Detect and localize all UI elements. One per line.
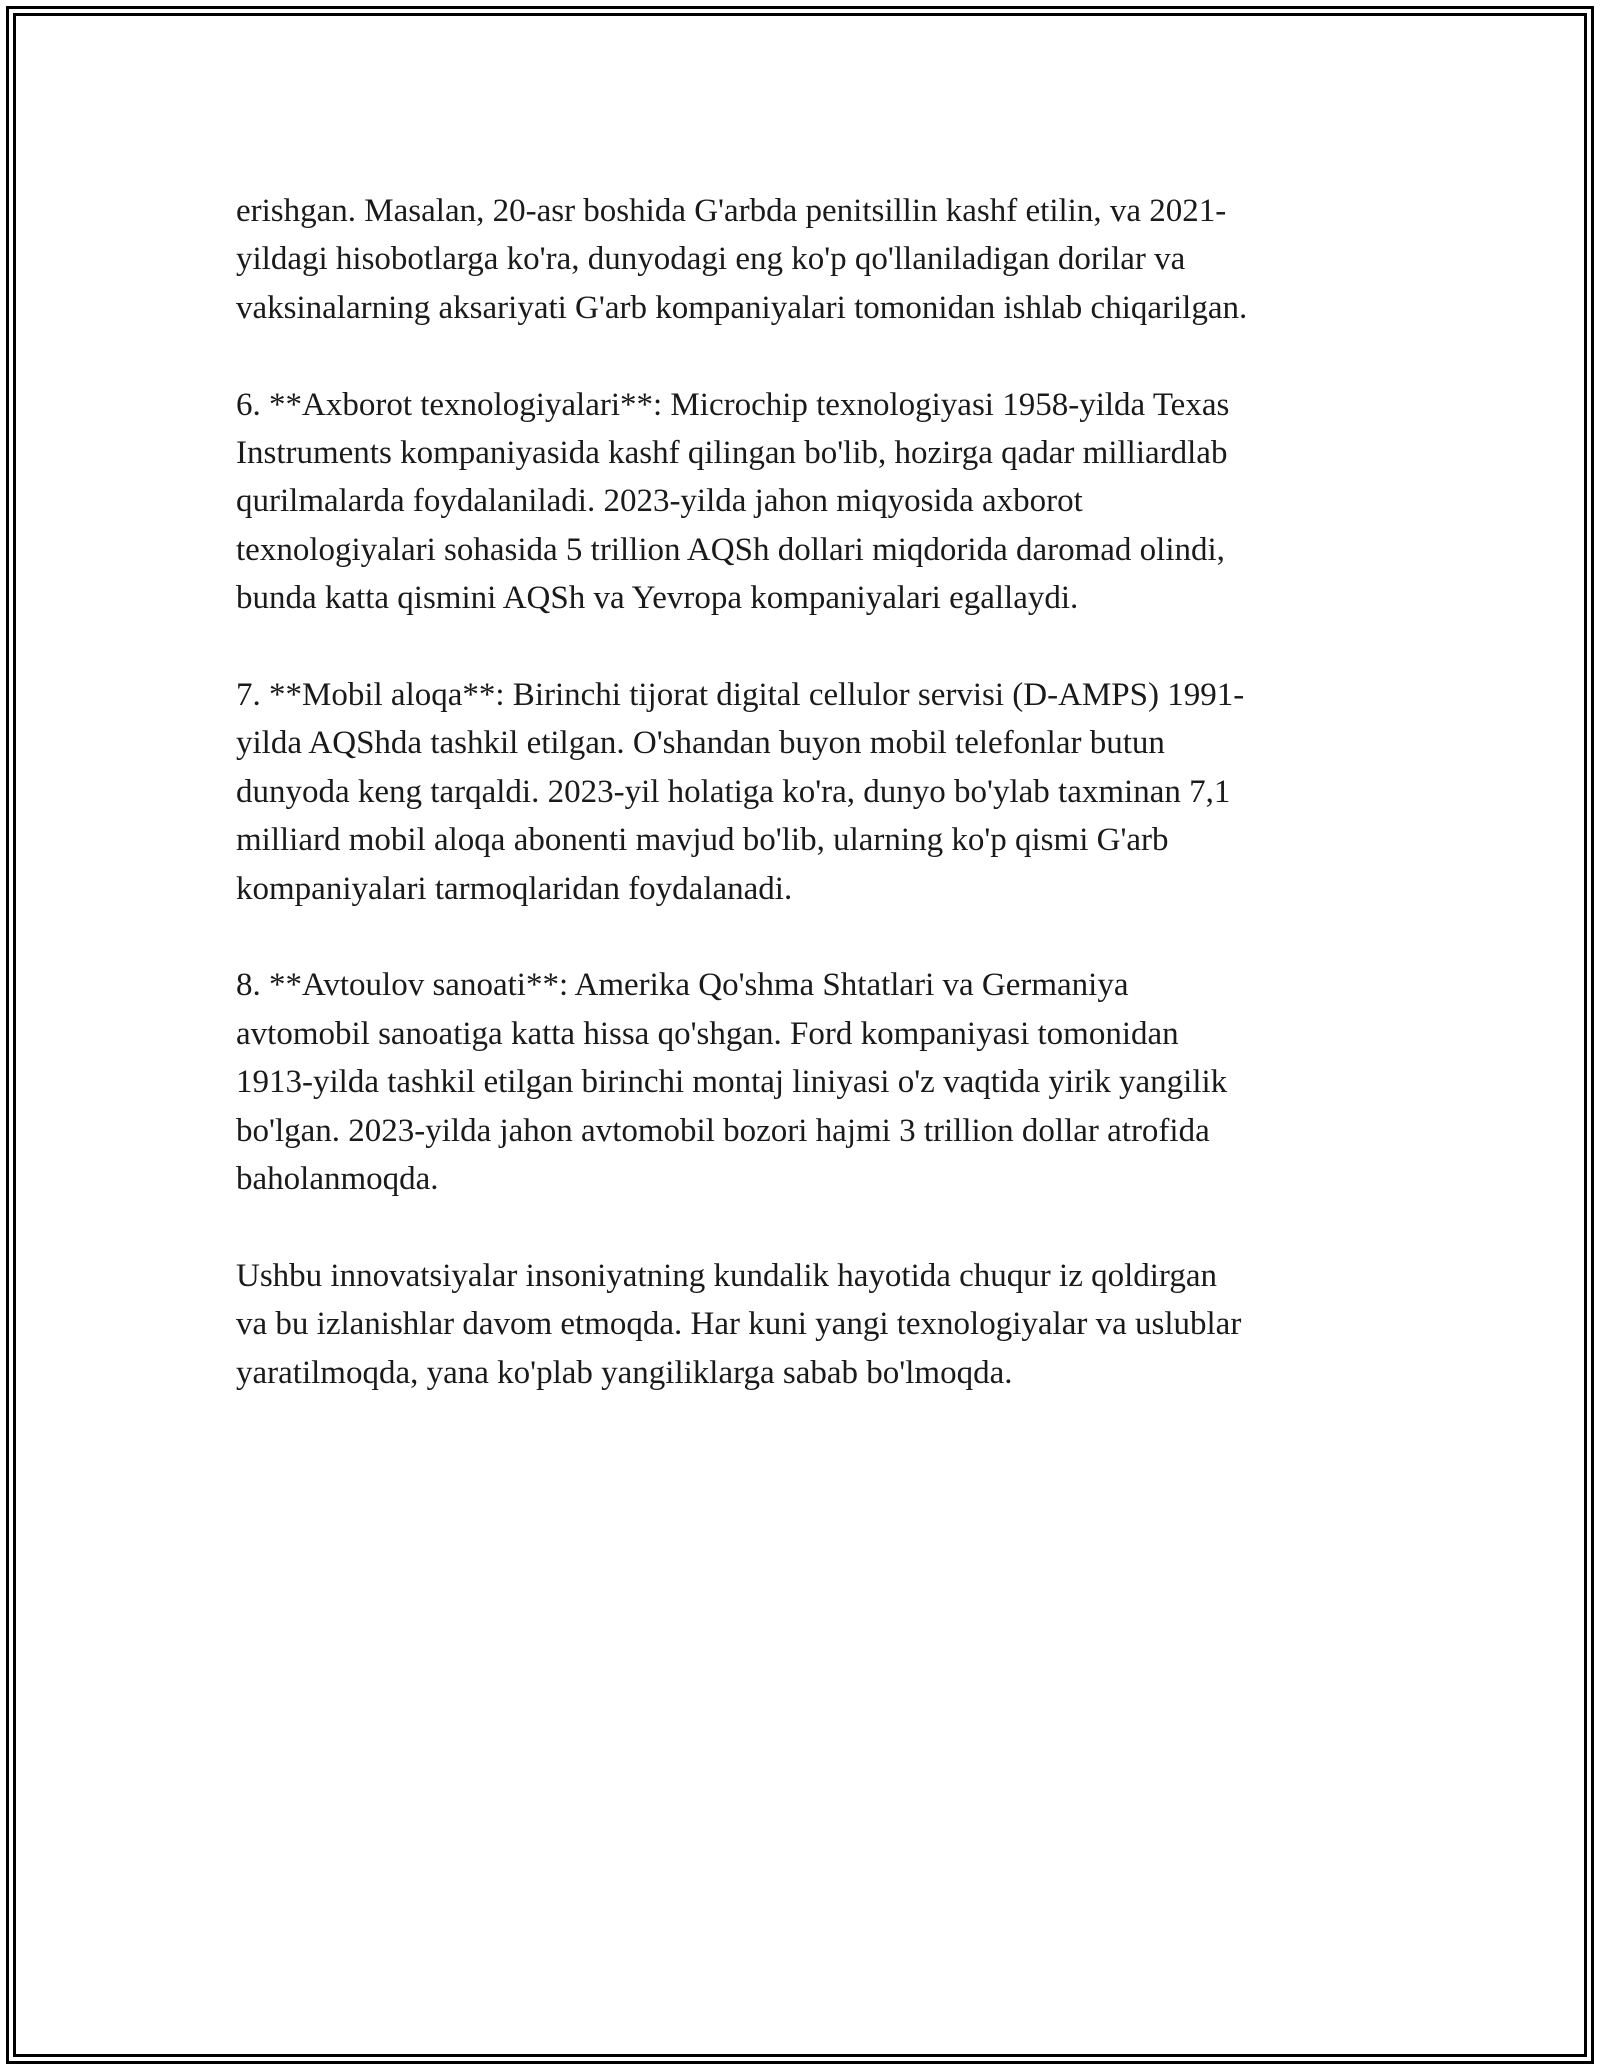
text-line: yildagi hisobotlarga ko'ra, dunyodagi eng ko'p qo'llaniladigan dorilar va [236, 241, 1186, 278]
text-line: avtomobil sanoatiga katta hissa qo'shgan. Ford kompaniyasi tomonidan [236, 1015, 1179, 1052]
text-line: kompaniyalari tarmoqlaridan foydalanadi. [236, 870, 793, 907]
paragraph-automotive-industry [236, 961, 1366, 1203]
text-line: 6. **Axborot texnologiyalari**: Microchip texnologiyasi 1958-yilda Texas [236, 386, 1230, 423]
text-line: vaksinalarning aksariyati G'arb kompaniyalari tomonidan ishlab chiqarilgan. [236, 289, 1248, 326]
paragraph-intro-continuation [236, 187, 1366, 332]
text-line: va bu izlanishlar davom etmoqda. Har kuni yangi texnologiyalar va uslublar [236, 1306, 1242, 1343]
text-line: bunda katta qismini AQSh va Yevropa kompaniyalari egallaydi. [236, 580, 1079, 617]
text-line: milliard mobil aloqa abonenti mavjud bo'lib, ularning ko'p qismi G'arb [236, 822, 1169, 859]
paragraph-conclusion [236, 1252, 1366, 1397]
text-line: dunyoda keng tarqaldi. 2023-yil holatiga ko'ra, dunyo bo'ylab taxminan 7,1 [236, 773, 1231, 810]
text-line: Ushbu innovatsiyalar insoniyatning kundalik hayotida chuqur iz qoldirgan [236, 1257, 1217, 1294]
text-line: 8. **Avtoulov sanoati**: Amerika Qo'shma Shtatlari va Germaniya [236, 967, 1129, 1004]
document-body [236, 187, 1366, 1445]
text-line: bo'lgan. 2023-yilda jahon avtomobil bozori hajmi 3 trillion dollar atrofida [236, 1112, 1210, 1149]
text-line: yilda AQShda tashkil etilgan. O'shandan buyon mobil telefonlar butun [236, 725, 1165, 762]
text-line: qurilmalarda foydalaniladi. 2023-yilda jahon miqyosida axborot [236, 483, 1083, 520]
text-line: 7. **Mobil aloqa**: Birinchi tijorat digital cellulor servisi (D-AMPS) 1991- [236, 677, 1245, 714]
text-line: Instruments kompaniyasida kashf qilingan bo'lib, hozirga qadar milliardlab [236, 435, 1228, 472]
paragraph-mobile-communication [236, 671, 1366, 913]
text-line: yaratilmoqda, yana ko'plab yangiliklarga sabab bo'lmoqda. [236, 1354, 1013, 1391]
text-line: texnologiyalari sohasida 5 trillion AQSh dollari miqdorida daromad olindi, [236, 531, 1225, 568]
text-line: baholanmoqda. [236, 1161, 439, 1198]
text-line: 1913-yilda tashkil etilgan birinchi montaj liniyasi o'z vaqtida yirik yangilik [236, 1064, 1228, 1101]
text-line: erishgan. Masalan, 20-asr boshida G'arbda penitsillin kashf etilin, va 2021- [236, 193, 1227, 229]
paragraph-information-technology [236, 381, 1366, 623]
